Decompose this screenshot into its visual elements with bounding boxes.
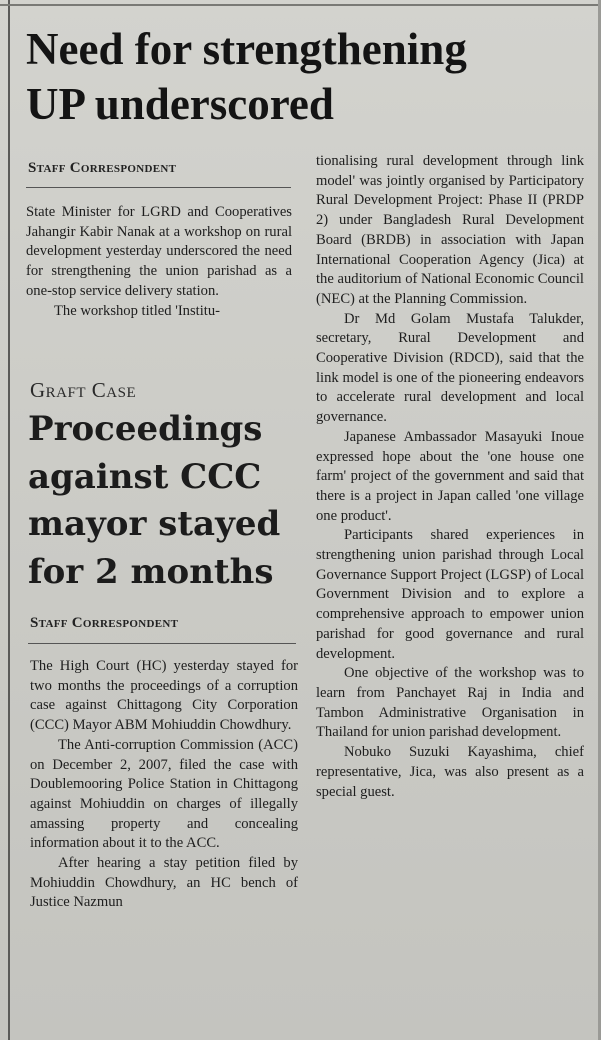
article1-left-column xyxy=(26,203,292,321)
article-paragraph: The Anti-corruption Commission (ACC) on December 2, 2007, filed the case with Doublemooring Police Station in Chittagong against Mohiuddin on charges of illegally amassing property and concealing information about it to the ACC. xyxy=(30,736,298,852)
article-paragraph: Participants shared experiences in strengthening union parishad through Local Governance Support Project (LGSP) of Local Government Division and to explore a comprehensive approach to empower union parishad for good governance and rural development. xyxy=(316,527,584,662)
article1-right-column xyxy=(316,152,584,802)
byline: Staff Correspondent xyxy=(30,615,179,631)
headline-line: UP underscored xyxy=(26,79,334,129)
article-paragraph: Japanese Ambassador Masayuki Inoue expressed hope about the 'one house one farm' project of the government and said that there is a project in Japan called 'one village one product'. xyxy=(316,428,584,524)
headline-line: for 2 months xyxy=(28,551,274,592)
headline-line: Need for strengthening xyxy=(26,24,467,74)
article-headline xyxy=(26,22,596,132)
headline-line: against CCC xyxy=(28,456,262,497)
article-paragraph: State Minister for LGRD and Cooperatives Jahangir Kabir Nanak at a workshop on rural development yesterday underscored the need for strengthening the union parishad as a one-stop service delivery station. xyxy=(26,204,292,299)
article-paragraph: Nobuko Suzuki Kayashima, chief representative, Jica, was also present as a special guest. xyxy=(316,744,584,800)
column-divider-line xyxy=(8,0,10,1040)
headline-line: mayor stayed xyxy=(28,504,281,544)
article2-column xyxy=(30,657,298,913)
section-kicker: Graft Case xyxy=(30,378,137,402)
article-paragraph: One objective of the workshop was to learn from Panchayet Raj in India and Tambon Administrative Organisation in Thailand for union parishad development. xyxy=(316,665,584,741)
byline-rule xyxy=(28,643,296,644)
article-paragraph: tionalising rural development through link model' was jointly organised by Participatory Rural Development Project: Phase II (PRDP 2) under Bangladesh Rural Development Board (BRDB) in association with Japan International Cooperation Agency (Jica) at the auditorium of National Economic Council (NEC) at the Planning Commission. xyxy=(316,153,584,307)
byline: Staff Correspondent xyxy=(28,160,177,176)
article-paragraph: Dr Md Golam Mustafa Talukder, secretary, Rural Development and Cooperative Division (RDCD), said that the link model is one of the pioneering endeavors to accelerate rural development and local governance. xyxy=(316,310,584,426)
article-headline xyxy=(28,406,308,596)
headline-line: Proceedings xyxy=(28,409,263,449)
article-paragraph: After hearing a stay petition filed by Mohiuddin Chowdhury, an HC bench of Justice Nazmun xyxy=(30,855,298,911)
article-paragraph: The workshop titled 'Institu- xyxy=(54,302,220,319)
top-rule xyxy=(0,4,601,6)
article-paragraph: The High Court (HC) yesterday stayed for two months the proceedings of a corruption case against Chittagong City Corporation (CCC) Mayor ABM Mohiuddin Chowdhury. xyxy=(30,658,298,734)
byline-rule xyxy=(26,187,291,188)
